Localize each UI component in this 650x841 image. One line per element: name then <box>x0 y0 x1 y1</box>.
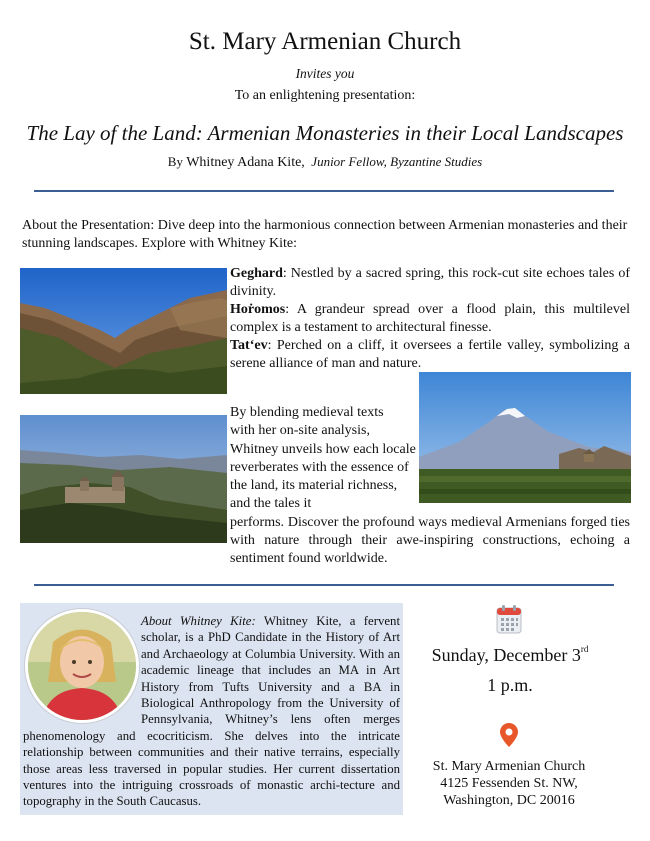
event-time: 1 p.m. <box>487 675 533 695</box>
paragraph-line-2: with her on-site analysis, <box>230 423 370 439</box>
calendar-icon <box>496 604 522 634</box>
about-text-b: : <box>293 236 298 251</box>
paragraph-end: performs. Discover the profound ways medieval Armenians forged ties with nature through their awe-inspiring constructions, echoing a sentiment found worldwide. <box>230 514 630 567</box>
geghard-photo <box>20 268 227 394</box>
paragraph-middle: Whitney unveils how each locale reverberates with the essence of the land, its material richness, and the tales it <box>230 441 416 512</box>
venue-name: St. Mary Armenian Church <box>432 759 586 774</box>
site-name: Tatʻev <box>230 338 268 353</box>
bio-body: Whitney Kite, a fervent scholar, is a PhD Candidate in the History of Art and Archaeology at Columbia University. With an academic lineage that includes an MA in Art History from Tufts University and a BA in Biological Anthropology from the University of Pennsylvania, Whitney’s lens often merges phenomenology and ecocriticism. She delves into the intricate relationship between communities and their native terrains, especially those areas less traversed in popular studies. Her current dissertation ventures into the intriguing crossroads of monastic archi-tecture and topography in the South Caucasus. <box>23 614 401 809</box>
site-name: Hoṙomos <box>230 302 286 317</box>
about-speaker: Whitney Kite <box>217 236 294 251</box>
event-date <box>410 645 610 666</box>
venue-address-line2: Washington, DC 20016 <box>443 793 575 808</box>
site-geghard <box>230 265 630 301</box>
presentation-paragraph <box>230 404 630 569</box>
event-date-suffix: rd <box>580 644 589 654</box>
speaker-role: Junior Fellow, Byzantine Studies <box>311 154 483 169</box>
about-presentation <box>22 217 632 253</box>
site-tatev <box>230 337 630 373</box>
event-date-main: Sunday, December 3 <box>431 645 581 665</box>
bio-heading: About Whitney Kite: <box>141 614 256 628</box>
about-text-a: : Dive deep into the harmonious connection between Armenian monasteries and their stunning landscapes. Explore with <box>22 218 628 251</box>
venue-address-line1: 4125 Fessenden St. NW, <box>440 776 578 791</box>
byline <box>0 154 650 171</box>
divider-top <box>34 190 614 192</box>
speaker-name: Whitney Adana Kite, <box>186 155 305 170</box>
presentation-title: The Lay of the Land: Armenian Monasteries in their Local Landscapes <box>26 121 624 145</box>
speaker-avatar <box>28 612 136 720</box>
about-label: About the Presentation <box>22 218 151 233</box>
monastery-sites <box>230 265 630 373</box>
site-text: : A grandeur spread over a flood plain, this multilevel complex is a testament to architectural finesse. <box>230 302 630 335</box>
map-pin-icon <box>500 723 518 747</box>
paragraph-line-1-text: By blending medieval texts <box>230 405 384 420</box>
subtitle-text: To an enlightening presentation: <box>234 88 416 103</box>
site-horomos <box>230 301 630 337</box>
divider-bottom <box>34 584 614 586</box>
tatev-photo <box>20 415 227 543</box>
site-text: : Nestled by a sacred spring, this rock-cut site echoes tales of divinity. <box>230 266 630 299</box>
site-text: : Perched on a cliff, it oversees a fertile valley, symbolizing a serene alliance of man and nature. <box>230 338 630 371</box>
invites-text: Invites you <box>295 66 355 81</box>
paragraph-line-1 <box>230 404 418 422</box>
site-name: Geghard <box>230 266 283 281</box>
page-title: St. Mary Armenian Church <box>188 28 462 55</box>
byline-prefix: By <box>167 154 187 169</box>
